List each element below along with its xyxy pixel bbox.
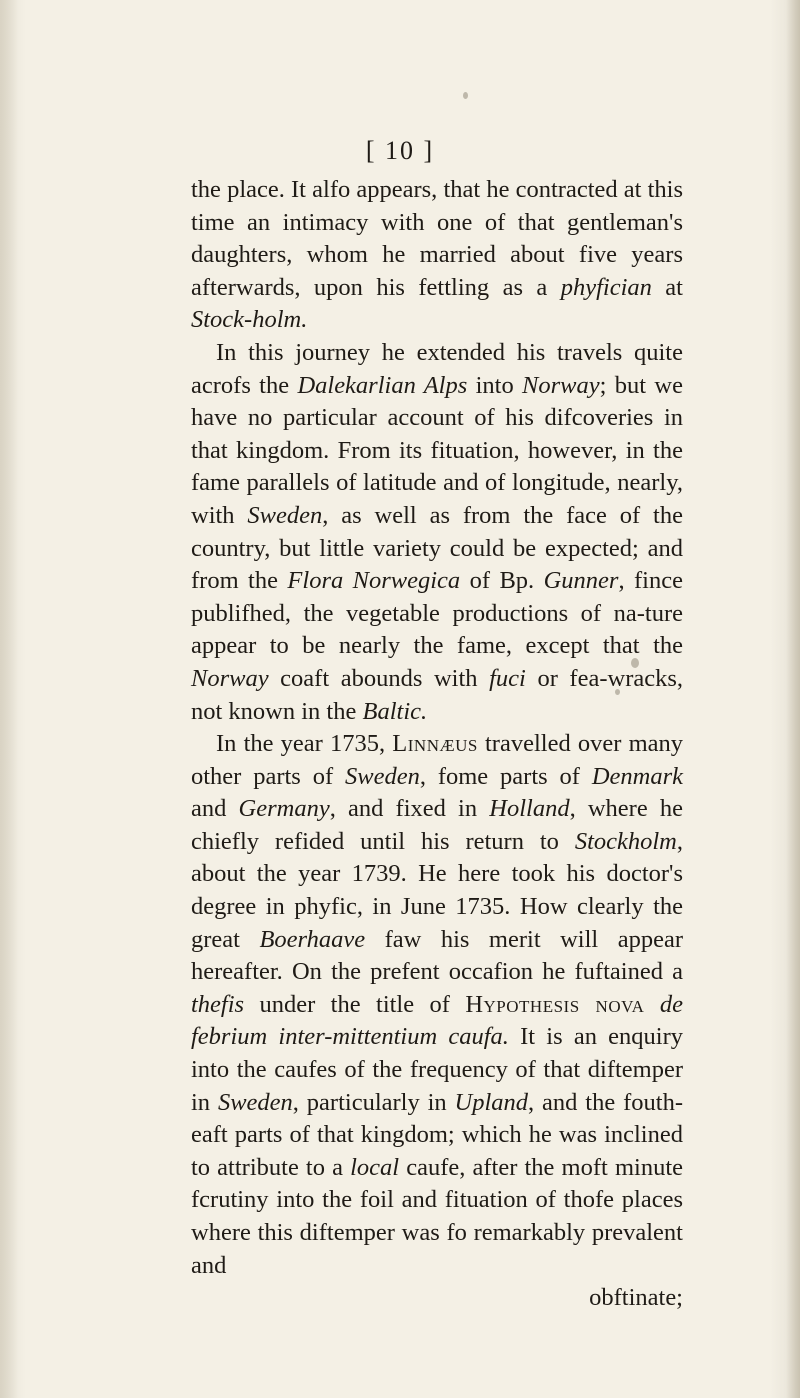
paragraph-3: [191, 728, 683, 1282]
italic-text: thefis: [191, 990, 245, 1018]
italic-text: Denmark: [591, 762, 684, 790]
italic-text: Holland: [489, 795, 570, 823]
italic-text: Sweden: [345, 762, 420, 790]
text-run: caufe, after the moft minute fcrutiny into the foil and fituation of thofe places where this diftemper was fo remarkably prevalent and: [191, 1153, 683, 1279]
paragraph-1: [191, 174, 683, 337]
italic-text: Dalekarlian Alps: [297, 371, 468, 399]
text-run: or fea-wracks, not known in the: [191, 664, 684, 725]
text-run: [644, 991, 659, 1018]
text-run: ; but we have no particular account of his difcoveries in that kingdom. From its fituation, however, in the fame parallels of latitude and of longitude, nearly, with: [191, 371, 683, 529]
text-run: travelled over many other parts of: [191, 730, 683, 790]
italic-text: phyfician: [560, 273, 652, 301]
text-run: , fince publifhed, the vegetable productions of na-ture appear to be nearly the fame, except that the: [191, 567, 683, 660]
body-text: [191, 174, 683, 1315]
small-caps-text: Hypothesis nova: [465, 990, 645, 1018]
text-run: faw his merit will appear hereafter. On the prefent occafion he fuftained a: [191, 925, 683, 986]
text-run: and: [191, 795, 239, 823]
text-run: In this journey he extended his travels quite acrofs the: [191, 338, 683, 399]
text-run: , where he chiefly refided until his return to: [191, 795, 683, 855]
text-run: at: [651, 273, 683, 301]
text-run: , as well as from the face of the country, but little variety could be expected; and from the: [191, 501, 683, 595]
italic-text: Norway: [191, 664, 269, 692]
text-run: , about the year 1739. He here took his doctor's degree in phyfic, in June 1735. How clearly the great: [191, 827, 683, 953]
text-run: It is an enquiry into the caufes of the frequency of that diftemper in: [191, 1023, 683, 1116]
text-run: In the year 1735,: [216, 730, 393, 758]
page-gutter-shadow: [0, 0, 18, 1398]
catchword: obftinate;: [589, 1284, 683, 1312]
italic-text: Norway: [522, 371, 600, 399]
ink-spot: [463, 92, 468, 99]
italic-text: Germany: [238, 795, 330, 823]
text-run: , fome parts of: [419, 762, 592, 790]
text-run: into: [467, 371, 523, 399]
italic-text: Baltic.: [362, 697, 428, 725]
italic-text: de febrium inter-mittentium caufa.: [191, 990, 683, 1051]
page-edge-shadow: [786, 0, 800, 1398]
text-run: coaft abounds with: [268, 664, 490, 692]
small-caps-text: Linnæus: [392, 730, 478, 758]
italic-text: Stockholm: [574, 827, 677, 855]
page-number-header: [ 10 ]: [365, 136, 435, 165]
text-run: , particularly in: [292, 1088, 455, 1116]
text-run: under the title of: [244, 990, 466, 1018]
text-run: , and the fouth-eaft parts of that kingdom; which he was inclined to attribute to a: [191, 1088, 683, 1181]
italic-text: local: [350, 1153, 400, 1181]
text-run: of Bp.: [460, 567, 544, 595]
italic-text: Boerhaave: [259, 925, 366, 953]
paragraph-2: [191, 337, 683, 728]
italic-text: Sweden: [217, 1088, 293, 1116]
italic-text: Stock-holm.: [191, 306, 308, 334]
text-run: the place. It alfo appears, that he contracted at this time an intimacy with one of that gentleman's daughters, whom he married about five years afterwards, upon his fettling as a: [191, 176, 683, 301]
text-run: , and fixed in: [329, 795, 490, 823]
italic-text: Upland: [454, 1088, 529, 1116]
italic-text: fuci: [489, 664, 526, 692]
italic-text: Flora Norwegica: [287, 567, 461, 595]
italic-text: Gunner: [543, 567, 619, 595]
italic-text: Sweden: [247, 501, 323, 529]
